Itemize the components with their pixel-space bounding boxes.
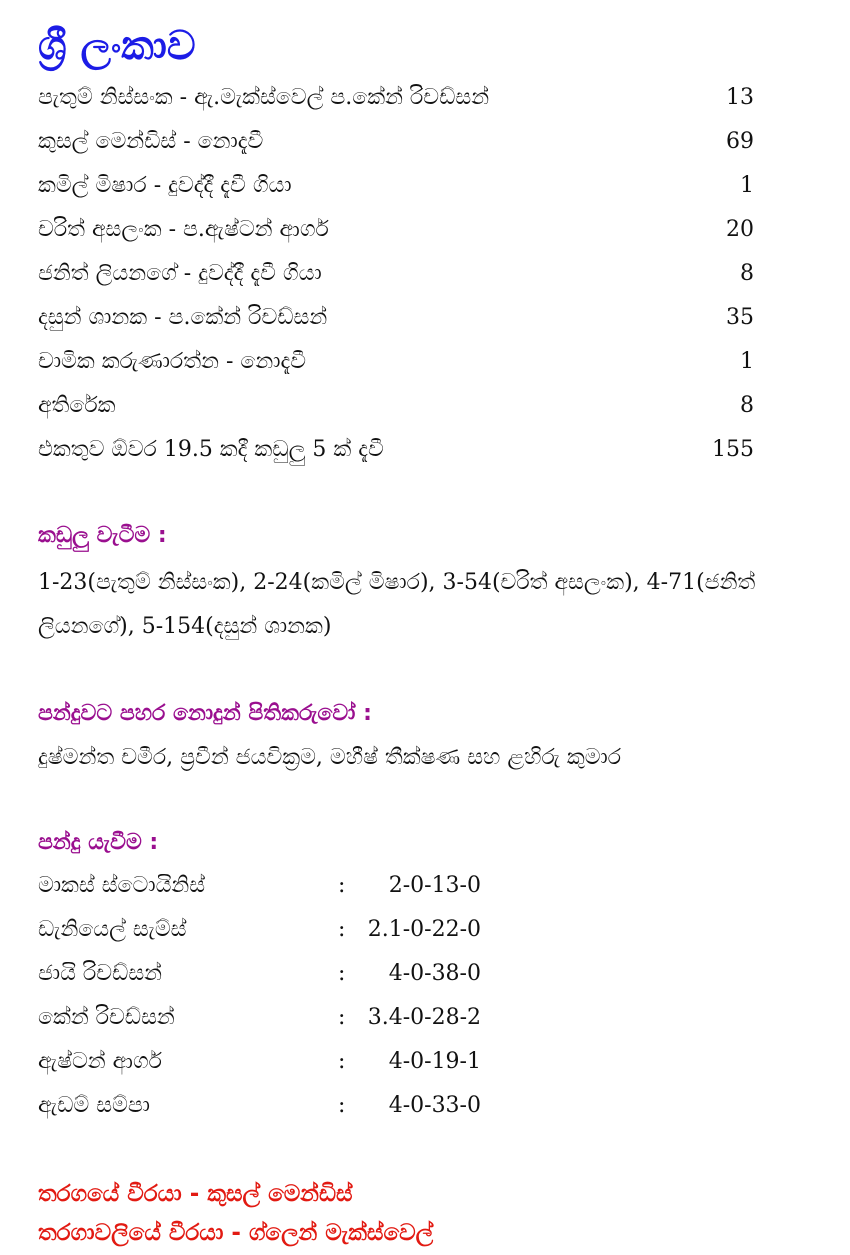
total-label: එකතුව ඕවර 19.5 කදී කඩුලු 5 ක් දැවී	[38, 437, 384, 462]
bowling-row	[38, 1042, 538, 1086]
bowling-row	[38, 866, 538, 910]
bowling-figures: 4-0-33-0	[388, 1093, 481, 1118]
player-of-series: තරගාවලියේ වීරයා - ග්ලෙන් මැක්ස්වෙල්	[38, 1220, 434, 1246]
batter-runs: 20	[726, 217, 754, 242]
batter-runs: 8	[740, 261, 754, 286]
batting-row	[38, 166, 758, 210]
bowler-name: ඇෂ්ටන් ආගර්	[38, 1049, 162, 1074]
batting-table	[38, 78, 758, 474]
bowling-colon: :	[338, 1049, 346, 1074]
batter-dismissal: චාමික කරුණාරත්න - නොදැවී	[38, 349, 307, 374]
batter-dismissal: දසුන් ශානක - ප.කේන් රිචඩ්සන්	[38, 305, 328, 330]
total-runs: 155	[712, 437, 754, 462]
bowler-name: කේන් රිචඩ්සන්	[38, 1005, 175, 1030]
fall-of-wickets-text: 1-23(පැතුම් නිස්සංක), 2-24(කමිල් මිෂාර), 3-54(චරිත් අසලංක), 4-71(ජනිත් ලියනගේ), 5-154(දසුන් ශානක)	[38, 570, 756, 639]
bowling-table	[38, 866, 538, 1130]
team-title: ශ්‍රී ලංකාව	[38, 23, 196, 69]
bowling-figures: 4-0-38-0	[388, 961, 481, 986]
extras-label: අතිරේක	[38, 393, 116, 418]
batter-runs: 69	[726, 129, 754, 154]
batting-row	[38, 342, 758, 386]
batting-row	[38, 254, 758, 298]
batting-row	[38, 298, 758, 342]
extras-row	[38, 386, 758, 430]
bowling-heading: පන්දු යැවීම :	[38, 830, 159, 855]
batter-dismissal: කුසල් මෙන්ඩිස් - නොදැවී	[38, 129, 264, 154]
did-not-bat-heading: පන්දුවට පහර නොදුන් පිතිකරුවෝ :	[38, 701, 372, 726]
total-row	[38, 430, 758, 474]
bowling-figures: 2.1-0-22-0	[367, 917, 481, 942]
batter-dismissal: පැතුම් නිස්සංක - ඇ.මැක්ස්වෙල් ප.කේන් රිචඩ්සන්	[38, 85, 490, 110]
bowling-colon: :	[338, 873, 346, 898]
batter-runs: 1	[740, 349, 754, 374]
bowling-figures: 2-0-13-0	[388, 873, 481, 898]
batter-runs: 13	[726, 85, 754, 110]
bowling-figures: 3.4-0-28-2	[367, 1005, 481, 1030]
batter-dismissal: චරිත් අසලංක - ප.ඇෂ්ටන් ආගර්	[38, 217, 329, 242]
batter-dismissal: කමිල් මිෂාර - දුවද්දී දැවී ගියා	[38, 173, 292, 198]
bowling-row	[38, 910, 538, 954]
batting-row	[38, 78, 758, 122]
fall-of-wickets-heading: කඩුලු වැටීම :	[38, 523, 167, 548]
bowling-colon: :	[338, 1093, 346, 1118]
bowling-row	[38, 954, 538, 998]
bowling-colon: :	[338, 1005, 346, 1030]
batter-runs: 1	[740, 173, 754, 198]
player-of-match: තරගයේ වීරයා - කුසල් මෙන්ඩිස්	[38, 1181, 353, 1207]
bowler-name: ඇඩම් සම්පා	[38, 1093, 150, 1118]
batting-row	[38, 122, 758, 166]
bowling-colon: :	[338, 961, 346, 986]
batter-dismissal: ජනිත් ලියනගේ - දුවද්දී දැවී ගියා	[38, 261, 322, 286]
bowler-name: ඩැනියෙල් සැම්ස්	[38, 917, 187, 942]
bowling-row	[38, 998, 538, 1042]
bowling-row	[38, 1086, 538, 1130]
extras-runs: 8	[740, 393, 754, 418]
batting-row	[38, 210, 758, 254]
did-not-bat-text: දුෂ්මන්ත චමීර, ප්‍රවීන් ජයවික්‍රම, මහීෂ් තීක්ෂණ සහ ළහිරු කුමාර	[38, 745, 622, 770]
batter-runs: 35	[726, 305, 754, 330]
bowler-name: මාකස් ස්ටොයිනිස්	[38, 873, 206, 898]
bowler-name: ජායි රිචඩ්සන්	[38, 961, 163, 986]
bowling-figures: 4-0-19-1	[388, 1049, 481, 1074]
bowling-colon: :	[338, 917, 346, 942]
